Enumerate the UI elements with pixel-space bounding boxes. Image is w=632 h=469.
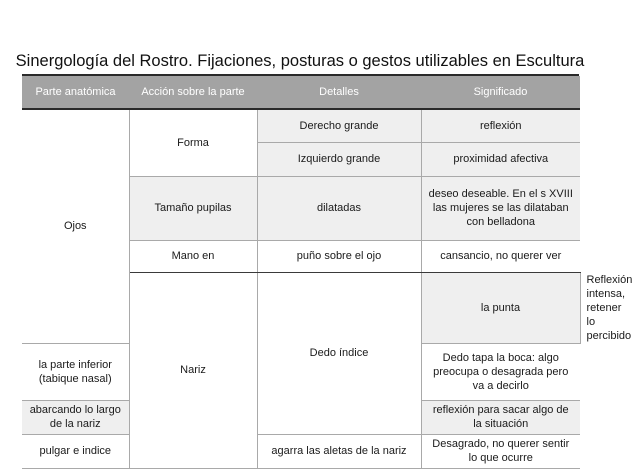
meaning-cell: cansancio, no querer ver (421, 240, 580, 272)
header-accion: Acción sobre la parte (129, 76, 257, 109)
meaning-cell: deseo deseable. En el s XVIII las mujeres se las dilataban con belladona (421, 176, 580, 240)
table-row: Nariz Dedo índice la punta Reflexión intensa, retener lo percibido (22, 272, 580, 343)
meaning-cell: proximidad afectiva (421, 142, 580, 176)
meaning-cell: Dedo tapa la boca: algo preocupa o desagrada pero va a decirlo (421, 343, 580, 400)
action-cell: Mano en (129, 240, 257, 272)
detail-cell: agarra las aletas de la nariz (257, 434, 421, 468)
table-header-row (22, 76, 580, 109)
table-row (22, 434, 580, 468)
header-significado: Significado (421, 76, 580, 109)
action-cell: Tamaño pupilas (129, 176, 257, 240)
sinergologia-table (22, 76, 632, 469)
detail-cell: Derecho grande (257, 109, 421, 142)
header-detalles: Detalles (257, 76, 421, 109)
detail-cell: la parte inferior (tabique nasal) (22, 343, 129, 400)
meaning-cell: Desagrado, no querer sentir lo que ocurre (421, 434, 580, 468)
action-cell: Dedo índice (257, 272, 421, 434)
detail-cell: dilatadas (257, 176, 421, 240)
detail-cell: abarcando lo largo de la nariz (22, 400, 129, 434)
detail-cell: la punta (421, 272, 580, 343)
action-cell: pulgar e indice (22, 434, 129, 468)
detail-cell: Izquierdo grande (257, 142, 421, 176)
action-cell: Forma (129, 109, 257, 176)
detail-cell: puño sobre el ojo (257, 240, 421, 272)
part-cell-nariz: Nariz (129, 272, 257, 468)
page-title: Sinergología del Rostro. Fijaciones, posturas o gestos utilizables en Escultura (15, 52, 585, 70)
table-row (22, 109, 580, 142)
header-parte-anatomica: Parte anatómica (22, 76, 129, 109)
part-cell-ojos: Ojos (22, 109, 129, 343)
meaning-cell: reflexión (421, 109, 580, 142)
meaning-cell: reflexión para sacar algo de la situación (421, 400, 580, 434)
